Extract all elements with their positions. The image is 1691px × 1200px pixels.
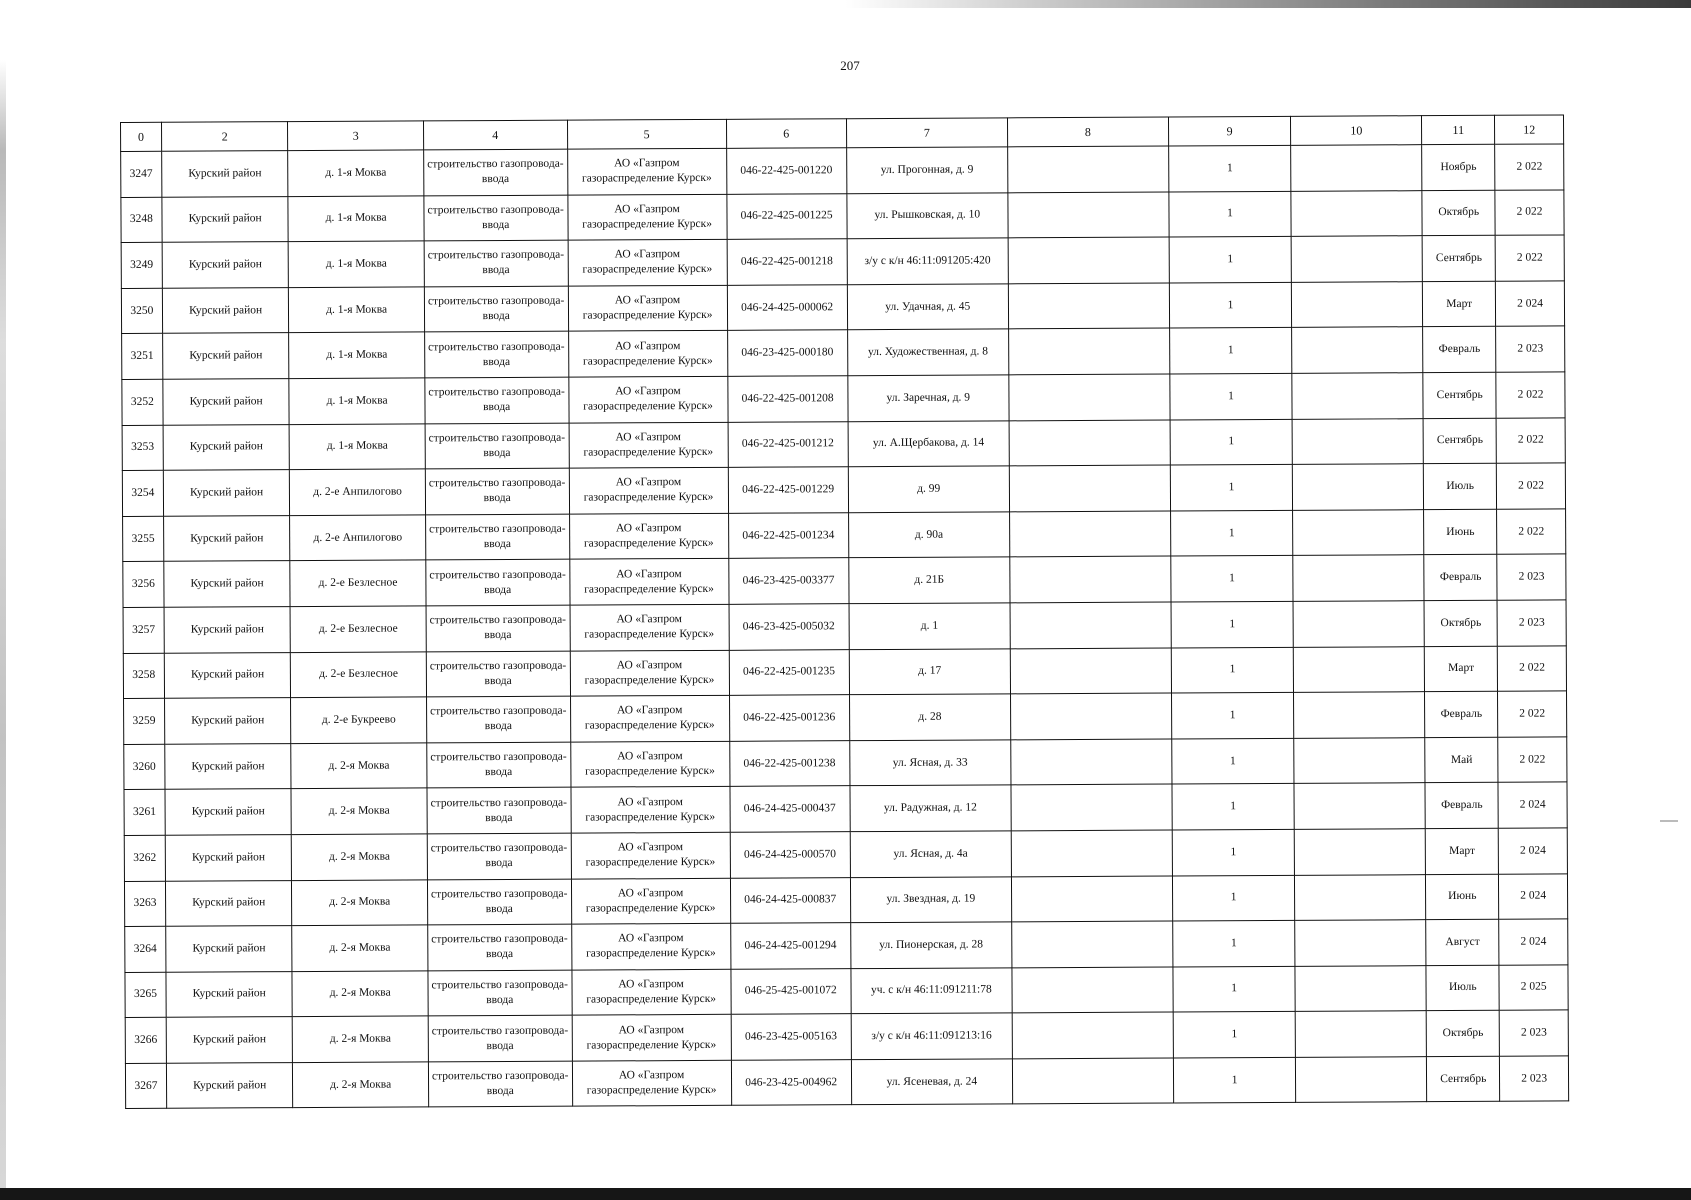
address-cell: ул. Прогонная, д. 9 bbox=[846, 147, 1007, 193]
empty-cell-col-10 bbox=[1295, 965, 1426, 1011]
work-type-cell: строительство газопровода-ввода bbox=[427, 787, 571, 833]
work-type-cell: строительство газопровода-ввода bbox=[426, 651, 570, 697]
organization-cell: АО «Газпром газораспределение Курск» bbox=[571, 787, 730, 833]
scan-speck bbox=[1660, 820, 1678, 822]
settlement-cell: д. 2-я Моква bbox=[292, 971, 428, 1017]
work-type-cell: строительство газопровода-ввода bbox=[426, 605, 570, 651]
month-cell: Июль bbox=[1426, 965, 1499, 1011]
empty-cell-col-10 bbox=[1294, 737, 1425, 783]
year-cell: 2 022 bbox=[1498, 691, 1567, 737]
empty-cell-col-10 bbox=[1296, 1057, 1427, 1103]
month-cell: Октябрь bbox=[1424, 600, 1497, 646]
settlement-cell: д. 2-я Моква bbox=[291, 743, 427, 789]
table-row bbox=[125, 965, 1568, 1018]
work-type-cell: строительство газопровода-ввода bbox=[428, 1061, 572, 1107]
work-type-cell: строительство газопровода-ввода bbox=[425, 377, 569, 423]
empty-cell-col-10 bbox=[1291, 145, 1422, 191]
header-cell-col-6: 6 bbox=[726, 119, 846, 149]
empty-cell-col-8 bbox=[1008, 283, 1169, 329]
empty-cell-col-10 bbox=[1293, 601, 1424, 647]
header-cell-col-5: 5 bbox=[567, 119, 726, 149]
settlement-cell: д. 1-я Моква bbox=[289, 287, 425, 333]
district-cell: Курский район bbox=[162, 287, 289, 333]
year-cell: 2 022 bbox=[1495, 235, 1564, 281]
work-type-cell: строительство газопровода-ввода bbox=[424, 195, 568, 241]
address-cell: д. 28 bbox=[849, 694, 1010, 740]
month-cell: Март bbox=[1423, 281, 1496, 327]
organization-cell: АО «Газпром газораспределение Курск» bbox=[571, 832, 730, 878]
work-type-cell: строительство газопровода-ввода bbox=[428, 1015, 572, 1061]
quantity-cell: 1 bbox=[1169, 282, 1292, 328]
address-cell: д. 1 bbox=[849, 603, 1010, 649]
row-number-cell: 3261 bbox=[124, 790, 165, 836]
empty-cell-col-8 bbox=[1010, 602, 1171, 648]
year-cell: 2 023 bbox=[1497, 600, 1566, 646]
district-cell: Курский район bbox=[164, 607, 291, 653]
scan-edge-left bbox=[0, 60, 6, 1190]
address-cell: ул. Ясная, д. 4а bbox=[850, 831, 1011, 877]
table-row bbox=[122, 418, 1565, 471]
month-cell: Февраль bbox=[1423, 327, 1496, 373]
district-cell: Курский район bbox=[163, 470, 290, 516]
empty-cell-col-10 bbox=[1295, 920, 1426, 966]
district-cell: Курский район bbox=[163, 379, 290, 425]
settlement-cell: д. 1-я Моква bbox=[288, 196, 424, 242]
organization-cell: АО «Газпром газораспределение Курск» bbox=[572, 1015, 731, 1061]
table-row bbox=[125, 1056, 1568, 1109]
empty-cell-col-8 bbox=[1012, 921, 1173, 967]
object-code-cell: 046-22-425-001238 bbox=[729, 740, 849, 786]
month-cell: Март bbox=[1425, 828, 1498, 874]
month-cell: Май bbox=[1425, 737, 1498, 783]
month-cell: Октябрь bbox=[1422, 190, 1495, 236]
district-cell: Курский район bbox=[162, 333, 289, 379]
month-cell: Февраль bbox=[1424, 555, 1497, 601]
empty-cell-col-10 bbox=[1294, 646, 1425, 692]
year-cell: 2 024 bbox=[1499, 919, 1568, 965]
empty-cell-col-8 bbox=[1007, 146, 1168, 192]
row-number-cell: 3257 bbox=[123, 607, 164, 653]
month-cell: Сентябрь bbox=[1427, 1056, 1500, 1102]
table-row bbox=[125, 1010, 1568, 1063]
district-cell: Курский район bbox=[165, 880, 292, 926]
work-type-cell: строительство газопровода-ввода bbox=[427, 833, 571, 879]
empty-cell-col-10 bbox=[1291, 190, 1422, 236]
quantity-cell: 1 bbox=[1170, 510, 1293, 556]
organization-cell: АО «Газпром газораспределение Курск» bbox=[570, 695, 729, 741]
quantity-cell: 1 bbox=[1173, 1012, 1296, 1058]
month-cell: Сентябрь bbox=[1423, 418, 1496, 464]
work-type-cell: строительство газопровода-ввода bbox=[424, 286, 568, 332]
settlement-cell: д. 2-я Моква bbox=[292, 834, 428, 880]
object-code-cell: 046-22-425-001234 bbox=[728, 512, 848, 558]
header-cell-col-11: 11 bbox=[1422, 115, 1495, 144]
page-number: 207 bbox=[840, 58, 860, 73]
address-cell: д. 21Б bbox=[849, 557, 1010, 603]
year-cell: 2 022 bbox=[1497, 509, 1566, 555]
quantity-cell: 1 bbox=[1173, 1057, 1296, 1103]
object-code-cell: 046-24-425-000837 bbox=[730, 877, 850, 923]
table-row bbox=[123, 554, 1566, 607]
empty-cell-col-10 bbox=[1292, 373, 1423, 419]
empty-cell-col-8 bbox=[1008, 192, 1169, 238]
settlement-cell: д. 2-е Анпилогово bbox=[290, 515, 426, 561]
organization-cell: АО «Газпром газораспределение Курск» bbox=[568, 331, 727, 377]
year-cell: 2 022 bbox=[1497, 463, 1566, 509]
settlement-cell: д. 2-я Моква bbox=[293, 1062, 429, 1108]
object-code-cell: 046-23-425-003377 bbox=[728, 558, 848, 604]
object-code-cell: 046-23-425-004962 bbox=[731, 1060, 851, 1106]
scan-edge-bottom bbox=[0, 1188, 1691, 1200]
object-code-cell: 046-24-425-001294 bbox=[730, 923, 850, 969]
organization-cell: АО «Газпром газораспределение Курск» bbox=[572, 1060, 731, 1106]
empty-cell-col-8 bbox=[1009, 374, 1170, 420]
work-type-cell: строительство газопровода-ввода bbox=[424, 332, 568, 378]
row-number-cell: 3258 bbox=[123, 653, 164, 699]
empty-cell-col-8 bbox=[1009, 511, 1170, 557]
quantity-cell: 1 bbox=[1172, 738, 1295, 784]
work-type-cell: строительство газопровода-ввода bbox=[428, 970, 572, 1016]
scan-edge-top bbox=[0, 0, 1691, 8]
header-cell-col-10: 10 bbox=[1291, 116, 1422, 146]
district-cell: Курский район bbox=[162, 242, 289, 288]
quantity-cell: 1 bbox=[1171, 601, 1294, 647]
table-body bbox=[121, 144, 1569, 1109]
month-cell: Ноябрь bbox=[1422, 144, 1495, 190]
district-cell: Курский район bbox=[166, 1062, 293, 1108]
address-cell: ул. Радужная, д. 12 bbox=[850, 785, 1011, 831]
table-row bbox=[122, 372, 1565, 425]
row-number-cell: 3254 bbox=[122, 470, 163, 516]
address-cell: ул. Художественная, д. 8 bbox=[847, 329, 1008, 375]
address-cell: ул. Звездная, д. 19 bbox=[850, 876, 1011, 922]
table-row bbox=[124, 873, 1567, 926]
month-cell: Июнь bbox=[1424, 509, 1497, 555]
address-cell: уч. с к/н 46:11:091211:78 bbox=[851, 968, 1012, 1014]
header-cell-col-9: 9 bbox=[1168, 116, 1291, 146]
address-cell: ул. Пионерская, д. 28 bbox=[850, 922, 1011, 968]
settlement-cell: д. 2-е Безлесное bbox=[291, 651, 427, 697]
empty-cell-col-10 bbox=[1295, 1011, 1426, 1057]
work-type-cell: строительство газопровода-ввода bbox=[427, 924, 571, 970]
quantity-cell: 1 bbox=[1173, 966, 1296, 1012]
address-cell: ул. Удачная, д. 45 bbox=[847, 284, 1008, 330]
empty-cell-col-8 bbox=[1011, 739, 1172, 785]
table-row bbox=[122, 463, 1565, 516]
organization-cell: АО «Газпром газораспределение Курск» bbox=[570, 604, 729, 650]
table-row bbox=[123, 600, 1566, 653]
address-cell: ул. А.Щербакова, д. 14 bbox=[848, 420, 1009, 466]
empty-cell-col-8 bbox=[1012, 1058, 1173, 1104]
year-cell: 2 024 bbox=[1498, 828, 1567, 874]
address-cell: з/у с к/н 46:11:091205:420 bbox=[847, 238, 1008, 284]
row-number-cell: 3249 bbox=[121, 242, 162, 288]
address-cell: з/у с к/н 46:11:091213:16 bbox=[851, 1013, 1012, 1059]
month-cell: Февраль bbox=[1425, 691, 1498, 737]
quantity-cell: 1 bbox=[1171, 556, 1294, 602]
quantity-cell: 1 bbox=[1169, 328, 1292, 374]
empty-cell-col-10 bbox=[1293, 509, 1424, 555]
district-cell: Курский район bbox=[161, 151, 288, 197]
object-code-cell: 046-22-425-001218 bbox=[727, 239, 847, 285]
settlement-cell: д. 2-е Букреево bbox=[291, 697, 427, 743]
object-code-cell: 046-24-425-000570 bbox=[730, 832, 850, 878]
address-cell: ул. Ясеневая, д. 24 bbox=[851, 1059, 1012, 1105]
quantity-cell: 1 bbox=[1169, 191, 1292, 237]
object-code-cell: 046-22-425-001229 bbox=[728, 467, 848, 513]
organization-cell: АО «Газпром газораспределение Курск» bbox=[567, 148, 726, 194]
row-number-cell: 3266 bbox=[125, 1018, 166, 1064]
settlement-cell: д. 2-я Моква bbox=[291, 788, 427, 834]
empty-cell-col-8 bbox=[1010, 556, 1171, 602]
quantity-cell: 1 bbox=[1171, 692, 1294, 738]
address-cell: ул. Рышковская, д. 10 bbox=[847, 192, 1008, 238]
empty-cell-col-10 bbox=[1292, 281, 1423, 327]
settlement-cell: д. 2-е Анпилогово bbox=[290, 469, 426, 515]
empty-cell-col-8 bbox=[1008, 237, 1169, 283]
row-number-cell: 3247 bbox=[121, 151, 162, 197]
settlement-cell: д. 2-е Безлесное bbox=[291, 606, 427, 652]
row-number-cell: 3256 bbox=[123, 562, 164, 608]
year-cell: 2 025 bbox=[1499, 965, 1568, 1011]
district-cell: Курский район bbox=[163, 424, 290, 470]
organization-cell: АО «Газпром газораспределение Курск» bbox=[572, 969, 731, 1015]
table-row bbox=[123, 645, 1566, 698]
work-type-cell: строительство газопровода-ввода bbox=[425, 514, 569, 560]
empty-cell-col-8 bbox=[1012, 967, 1173, 1013]
row-number-cell: 3262 bbox=[124, 835, 165, 881]
row-number-cell: 3259 bbox=[124, 698, 165, 744]
empty-cell-col-10 bbox=[1293, 464, 1424, 510]
organization-cell: АО «Газпром газораспределение Курск» bbox=[571, 923, 730, 969]
object-code-cell: 046-22-425-001235 bbox=[729, 649, 849, 695]
district-cell: Курский район bbox=[164, 698, 291, 744]
quantity-cell: 1 bbox=[1169, 237, 1292, 283]
organization-cell: АО «Газпром газораспределение Курск» bbox=[570, 741, 729, 787]
table-row bbox=[121, 144, 1564, 197]
empty-cell-col-8 bbox=[1008, 328, 1169, 374]
organization-cell: АО «Газпром газораспределение Курск» bbox=[568, 376, 727, 422]
settlement-cell: д. 2-я Моква bbox=[292, 925, 428, 971]
organization-cell: АО «Газпром газораспределение Курск» bbox=[568, 240, 727, 286]
year-cell: 2 022 bbox=[1496, 418, 1565, 464]
empty-cell-col-10 bbox=[1294, 692, 1425, 738]
table-row bbox=[124, 782, 1567, 835]
row-number-cell: 3253 bbox=[122, 425, 163, 471]
organization-cell: АО «Газпром газораспределение Курск» bbox=[569, 559, 728, 605]
table-row bbox=[124, 691, 1567, 744]
year-cell: 2 022 bbox=[1498, 737, 1567, 783]
empty-cell-col-8 bbox=[1010, 648, 1171, 694]
row-number-cell: 3248 bbox=[121, 197, 162, 243]
empty-cell-col-10 bbox=[1295, 874, 1426, 920]
month-cell: Июль bbox=[1424, 463, 1497, 509]
object-code-cell: 046-22-425-001225 bbox=[726, 193, 846, 239]
row-number-cell: 3251 bbox=[122, 334, 163, 380]
settlement-cell: д. 1-я Моква bbox=[289, 332, 425, 378]
object-code-cell: 046-22-425-001212 bbox=[728, 421, 848, 467]
quantity-cell: 1 bbox=[1170, 419, 1293, 465]
district-cell: Курский район bbox=[166, 926, 293, 972]
empty-cell-col-10 bbox=[1294, 783, 1425, 829]
settlement-cell: д. 2-е Безлесное bbox=[290, 560, 426, 606]
settlement-cell: д. 1-я Моква bbox=[290, 423, 426, 469]
settlement-cell: д. 1-я Моква bbox=[289, 378, 425, 424]
organization-cell: АО «Газпром газораспределение Курск» bbox=[571, 878, 730, 924]
empty-cell-col-10 bbox=[1292, 418, 1423, 464]
quantity-cell: 1 bbox=[1168, 145, 1291, 191]
year-cell: 2 023 bbox=[1497, 554, 1566, 600]
year-cell: 2 022 bbox=[1496, 372, 1565, 418]
work-type-cell: строительство газопровода-ввода bbox=[425, 468, 569, 514]
table-row bbox=[125, 919, 1568, 972]
district-cell: Курский район bbox=[165, 789, 292, 835]
district-cell: Курский район bbox=[162, 196, 289, 242]
organization-cell: АО «Газпром газораспределение Курск» bbox=[569, 467, 728, 513]
month-cell: Июнь bbox=[1426, 874, 1499, 920]
object-code-cell: 046-22-425-001236 bbox=[729, 695, 849, 741]
header-cell-col-2: 2 bbox=[161, 122, 288, 152]
quantity-cell: 1 bbox=[1170, 373, 1293, 419]
year-cell: 2 022 bbox=[1497, 645, 1566, 691]
work-type-cell: строительство газопровода-ввода bbox=[426, 559, 570, 605]
empty-cell-col-8 bbox=[1009, 465, 1170, 511]
row-number-cell: 3260 bbox=[124, 744, 165, 790]
object-code-cell: 046-24-425-000437 bbox=[730, 786, 850, 832]
address-cell: д. 17 bbox=[849, 648, 1010, 694]
year-cell: 2 024 bbox=[1496, 281, 1565, 327]
registry-table bbox=[120, 114, 1569, 1109]
quantity-cell: 1 bbox=[1171, 647, 1294, 693]
year-cell: 2 022 bbox=[1495, 144, 1564, 190]
year-cell: 2 024 bbox=[1498, 782, 1567, 828]
empty-cell-col-8 bbox=[1011, 830, 1172, 876]
empty-cell-col-10 bbox=[1292, 327, 1423, 373]
empty-cell-col-10 bbox=[1291, 236, 1422, 282]
settlement-cell: д. 1-я Моква bbox=[289, 241, 425, 287]
year-cell: 2 024 bbox=[1499, 873, 1568, 919]
header-cell-col-3: 3 bbox=[288, 121, 423, 151]
organization-cell: АО «Газпром газораспределение Курск» bbox=[568, 285, 727, 331]
table-row bbox=[124, 828, 1567, 881]
row-number-cell: 3255 bbox=[123, 516, 164, 562]
work-type-cell: строительство газопровода-ввода bbox=[426, 696, 570, 742]
row-number-cell: 3267 bbox=[125, 1063, 166, 1109]
table-row bbox=[121, 281, 1564, 334]
empty-cell-col-8 bbox=[1011, 784, 1172, 830]
address-cell: ул. Ясная, д. 33 bbox=[850, 740, 1011, 786]
row-number-cell: 3265 bbox=[125, 972, 166, 1018]
work-type-cell: строительство газопровода-ввода bbox=[425, 423, 569, 469]
district-cell: Курский район bbox=[164, 561, 291, 607]
quantity-cell: 1 bbox=[1172, 829, 1295, 875]
quantity-cell: 1 bbox=[1170, 465, 1293, 511]
object-code-cell: 046-23-425-005032 bbox=[729, 604, 849, 650]
table-row bbox=[121, 235, 1564, 288]
work-type-cell: строительство газопровода-ввода bbox=[423, 149, 567, 195]
organization-cell: АО «Газпром газораспределение Курск» bbox=[569, 422, 728, 468]
district-cell: Курский район bbox=[163, 515, 290, 561]
work-type-cell: строительство газопровода-ввода bbox=[424, 240, 568, 286]
month-cell: Сентябрь bbox=[1422, 235, 1495, 281]
quantity-cell: 1 bbox=[1172, 784, 1295, 830]
work-type-cell: строительство газопровода-ввода bbox=[427, 879, 571, 925]
month-cell: Октябрь bbox=[1426, 1011, 1499, 1057]
object-code-cell: 046-23-425-005163 bbox=[731, 1014, 851, 1060]
empty-cell-col-8 bbox=[1012, 1012, 1173, 1058]
empty-cell-col-8 bbox=[1009, 420, 1170, 466]
settlement-cell: д. 2-я Моква bbox=[292, 879, 428, 925]
address-cell: д. 90а bbox=[848, 512, 1009, 558]
organization-cell: АО «Газпром газораспределение Курск» bbox=[568, 194, 727, 240]
month-cell: Август bbox=[1426, 919, 1499, 965]
year-cell: 2 023 bbox=[1499, 1010, 1568, 1056]
row-number-cell: 3250 bbox=[121, 288, 162, 334]
year-cell: 2 022 bbox=[1495, 190, 1564, 236]
object-code-cell: 046-23-425-000180 bbox=[727, 330, 847, 376]
district-cell: Курский район bbox=[164, 652, 291, 698]
table-row bbox=[123, 509, 1566, 562]
row-number-cell: 3264 bbox=[125, 926, 166, 972]
settlement-cell: д. 1-я Моква bbox=[288, 150, 424, 196]
address-cell: д. 99 bbox=[848, 466, 1009, 512]
quantity-cell: 1 bbox=[1172, 875, 1295, 921]
district-cell: Курский район bbox=[166, 1017, 293, 1063]
month-cell: Март bbox=[1424, 646, 1497, 692]
district-cell: Курский район bbox=[165, 835, 292, 881]
header-cell-col-8: 8 bbox=[1007, 117, 1168, 147]
row-number-cell: 3263 bbox=[124, 881, 165, 927]
object-code-cell: 046-22-425-001208 bbox=[727, 376, 847, 422]
header-cell-col-4: 4 bbox=[423, 120, 567, 150]
organization-cell: АО «Газпром газораспределение Курск» bbox=[570, 650, 729, 696]
work-type-cell: строительство газопровода-ввода bbox=[427, 742, 571, 788]
table-row bbox=[124, 737, 1567, 790]
empty-cell-col-10 bbox=[1293, 555, 1424, 601]
address-cell: ул. Заречная, д. 9 bbox=[848, 375, 1009, 421]
quantity-cell: 1 bbox=[1173, 920, 1296, 966]
object-code-cell: 046-22-425-001220 bbox=[726, 148, 846, 194]
empty-cell-col-10 bbox=[1294, 829, 1425, 875]
header-cell-col-7: 7 bbox=[846, 118, 1007, 148]
district-cell: Курский район bbox=[166, 971, 293, 1017]
header-cell-col-0: 0 bbox=[121, 122, 162, 151]
month-cell: Февраль bbox=[1425, 783, 1498, 829]
settlement-cell: д. 2-я Моква bbox=[293, 1016, 429, 1062]
district-cell: Курский район bbox=[165, 743, 292, 789]
object-code-cell: 046-24-425-000062 bbox=[727, 284, 847, 330]
header-cell-col-12: 12 bbox=[1495, 115, 1564, 144]
row-number-cell: 3252 bbox=[122, 379, 163, 425]
year-cell: 2 023 bbox=[1496, 326, 1565, 372]
organization-cell: АО «Газпром газораспределение Курск» bbox=[569, 513, 728, 559]
table-row bbox=[121, 190, 1564, 243]
month-cell: Сентябрь bbox=[1423, 372, 1496, 418]
object-code-cell: 046-25-425-001072 bbox=[730, 968, 850, 1014]
empty-cell-col-8 bbox=[1010, 693, 1171, 739]
empty-cell-col-8 bbox=[1011, 876, 1172, 922]
year-cell: 2 023 bbox=[1500, 1056, 1569, 1102]
table-row bbox=[122, 326, 1565, 379]
